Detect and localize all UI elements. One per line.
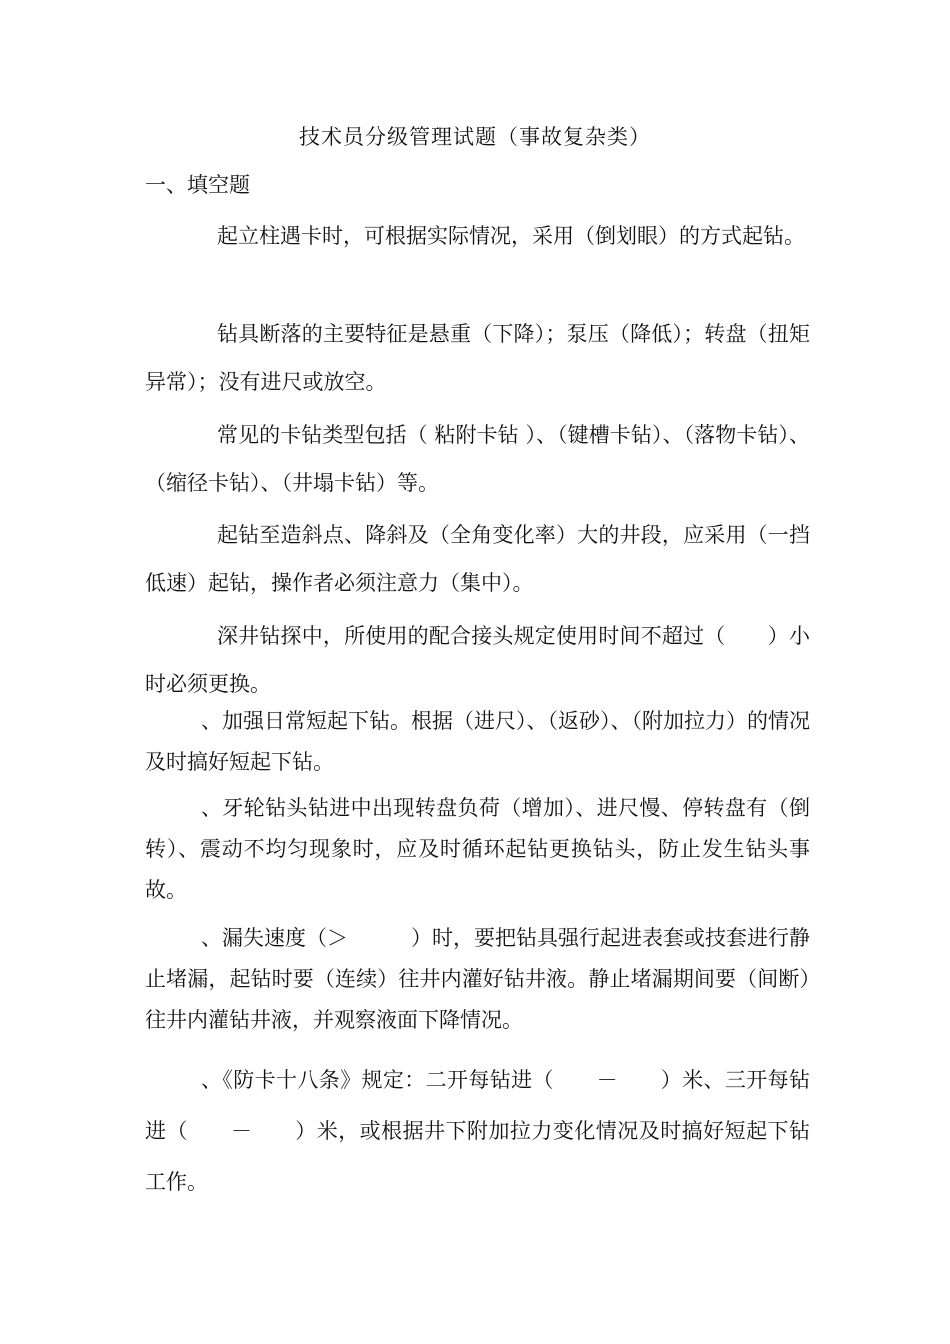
- section-heading: 一、填空题: [145, 173, 250, 197]
- question-paragraph-2: 钻具断落的主要特征是悬重（下降）；泵压（降低）；转盘（扭矩异常）；没有进尺或放空。: [145, 322, 810, 394]
- question-paragraph-1: 起立柱遇卡时，可根据实际情况，采用（倒划眼）的方式起钻。: [217, 224, 805, 248]
- question-paragraph-4: 起钻至造斜点、降斜及（全角变化率）大的井段，应采用（一挡低速）起钻，操作者必须注意力（集中）。: [145, 523, 810, 595]
- question-paragraph-5: 深井钻探中，所使用的配合接头规定使用时间不超过（ ）小时必须更换。: [145, 624, 810, 696]
- question-paragraph-6: 、加强日常短起下钻。根据（进尺）、（返砂）、（附加拉力）的情况及时搞好短起下钻。: [145, 709, 810, 774]
- document-title: 技术员分级管理试题（事故复杂类）: [299, 125, 651, 149]
- question-paragraph-3: 常见的卡钻类型包括（ 粘附卡钻 ）、（键槽卡钻）、（落物卡钻）、（缩径卡钻）、（井塌卡钻）等。: [145, 423, 810, 495]
- question-paragraph-7: 、牙轮钻头钻进中出现转盘负荷（增加）、进尺慢、停转盘有（倒转）、震动不均匀现象时，应及时循环起钻更换钻头，防止发生钻头事故。: [145, 796, 810, 902]
- question-paragraph-8: 、漏失速度（＞ ）时，要把钻具强行起进表套或技套进行静止堵漏，起钻时要（连续）往井内灌好钻井液。静止堵漏期间要（间断）往井内灌钻井液，并观察液面下降情况。: [145, 926, 810, 1032]
- question-paragraph-9: 、《防卡十八条》规定：二开每钻进（ － ）米、三开每钻进（ － ）米，或根据井下附加拉力变化情况及时搞好短起下钻工作。: [145, 1068, 810, 1194]
